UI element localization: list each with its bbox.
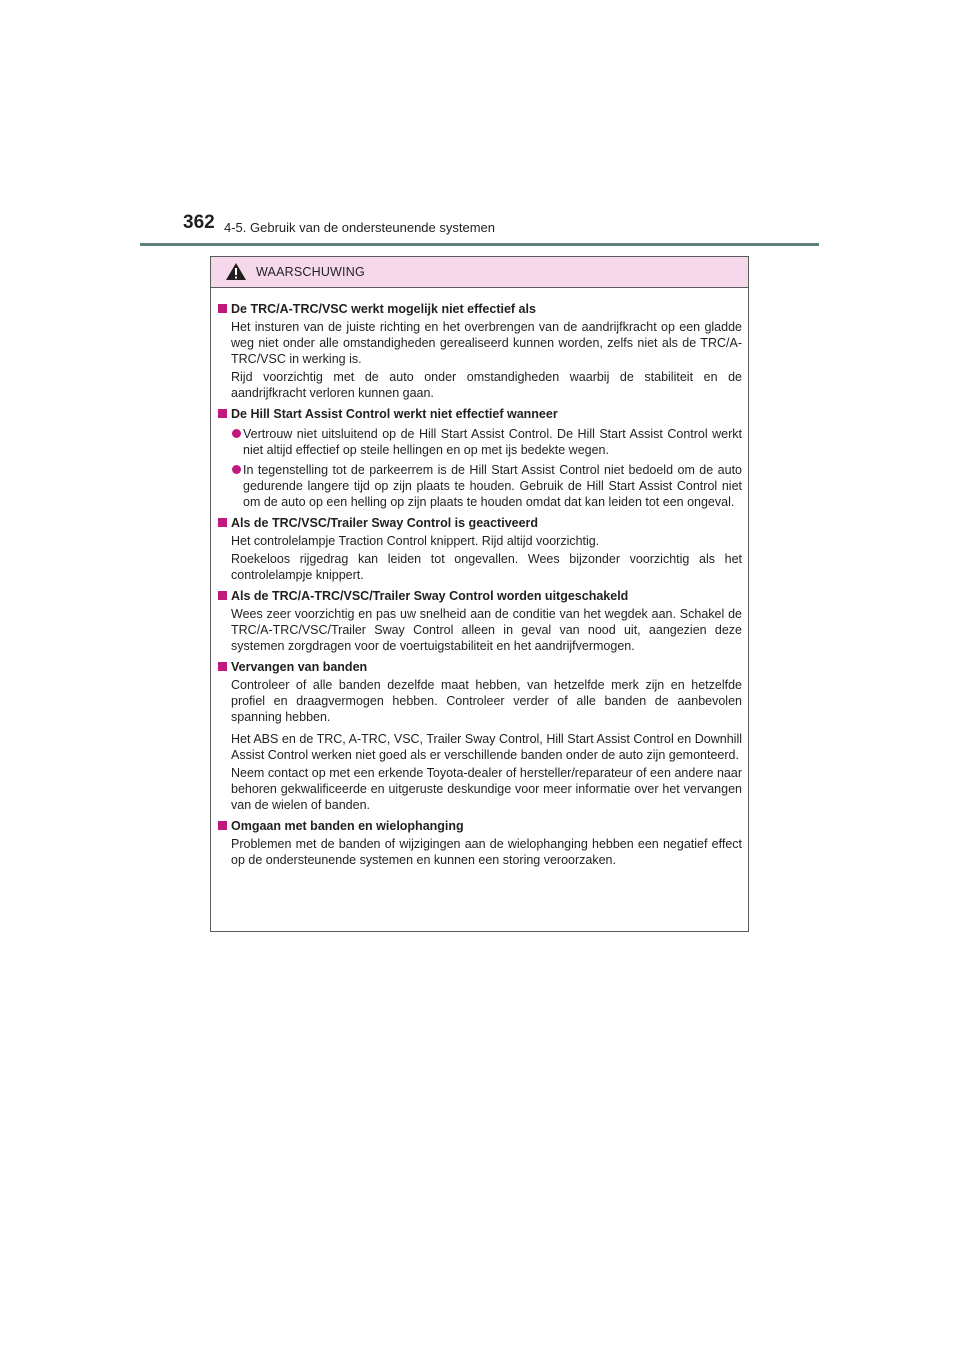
paragraph: Het insturen van de juiste richting en het overbrengen van de aandrijfkracht op een gladde weg niet onder alle omstandigheden gerealiseerd kunnen worden, zelfs niet als de TRC/A-TRC/VSC in werking is. bbox=[231, 320, 742, 366]
paragraph: Controleer of alle banden dezelfde maat hebben, van hetzelfde merk zijn en hetzelfde profiel en draagvermogen hebben. Controleer verder of alle banden de aanbevolen spanning hebben. bbox=[231, 678, 742, 724]
heading-systems-off: Als de TRC/A-TRC/VSC/Trailer Sway Control worden uitgeschakeld bbox=[217, 588, 742, 604]
square-bullet-icon bbox=[218, 662, 227, 671]
square-bullet-icon bbox=[218, 304, 227, 313]
heading-trc: De TRC/A-TRC/VSC werkt mogelijk niet effectief als bbox=[217, 301, 742, 317]
square-bullet-icon bbox=[218, 409, 227, 418]
warning-title: WAARSCHUWING bbox=[256, 265, 365, 279]
paragraph: Het controlelampje Traction Control knippert. Rijd altijd voorzichtig. bbox=[231, 534, 600, 548]
square-bullet-icon bbox=[218, 591, 227, 600]
warning-triangle-icon bbox=[225, 262, 247, 281]
heading-hill-start: De Hill Start Assist Control werkt niet effectief wanneer bbox=[217, 406, 742, 422]
paragraph: Het ABS en de TRC, A-TRC, VSC, Trailer Sway Control, Hill Start Assist Control en Downhill Assist Control werken niet goed als er verschillende banden onder de auto zijn gemonteerd. bbox=[231, 732, 742, 762]
paragraph: Rijd voorzichtig met de auto onder omstandigheden waarbij de stabiliteit en de aandrijfkracht verloren kunnen gaan. bbox=[231, 370, 742, 400]
warning-box bbox=[210, 256, 749, 932]
paragraph: Problemen met de banden of wijzigingen aan de wielophanging hebben een negatief effect op de ondersteunende systemen en kunnen een storing veroorzaken. bbox=[231, 837, 742, 867]
square-bullet-icon bbox=[218, 518, 227, 527]
heading-sway-active: Als de TRC/VSC/Trailer Sway Control is geactiveerd bbox=[217, 515, 742, 531]
section-title: 4-5. Gebruik van de ondersteunende systemen bbox=[224, 220, 496, 235]
warning-header bbox=[211, 257, 748, 288]
heading-suspension: Omgaan met banden en wielophanging bbox=[217, 818, 742, 834]
page-number: 362 bbox=[183, 212, 215, 233]
round-bullet-icon bbox=[232, 465, 241, 474]
header-rule bbox=[140, 243, 819, 246]
paragraph: Neem contact op met een erkende Toyota-dealer of hersteller/reparateur of een andere naar behoren gekwalificeerde en uitgeruste deskundige voor meer informatie over het vervangen van de wielen of banden. bbox=[231, 766, 742, 812]
list-item: In tegenstelling tot de parkeerrem is de Hill Start Assist Control niet bedoeld om de auto gedurende langere tijd op zijn plaats te houden. Gebruik de Hill Start Assist Control niet om de auto op een helling op zijn plaats te houden omdat dat kan leiden tot een ongeval. bbox=[217, 462, 742, 510]
warning-body bbox=[211, 288, 748, 868]
square-bullet-icon bbox=[218, 821, 227, 830]
list-item: Vertrouw niet uitsluitend op de Hill Start Assist Control. De Hill Start Assist Control werkt niet altijd effectief op steile hellingen en op met ijs bedekte wegen. bbox=[217, 426, 742, 458]
paragraph: Roekeloos rijgedrag kan leiden tot ongevallen. Wees bijzonder voorzichtig als het controlelampje knippert. bbox=[231, 552, 742, 582]
round-bullet-icon bbox=[232, 429, 241, 438]
paragraph: Wees zeer voorzichtig en pas uw snelheid aan de conditie van het wegdek aan. Schakel de TRC/A-TRC/VSC/Trailer Sway Control alleen in geval van nood uit, aangezien deze systemen zorgdragen voor de voertuigstabiliteit en het aandrijfvermogen. bbox=[231, 607, 742, 653]
heading-tire-replacement: Vervangen van banden bbox=[217, 659, 742, 675]
